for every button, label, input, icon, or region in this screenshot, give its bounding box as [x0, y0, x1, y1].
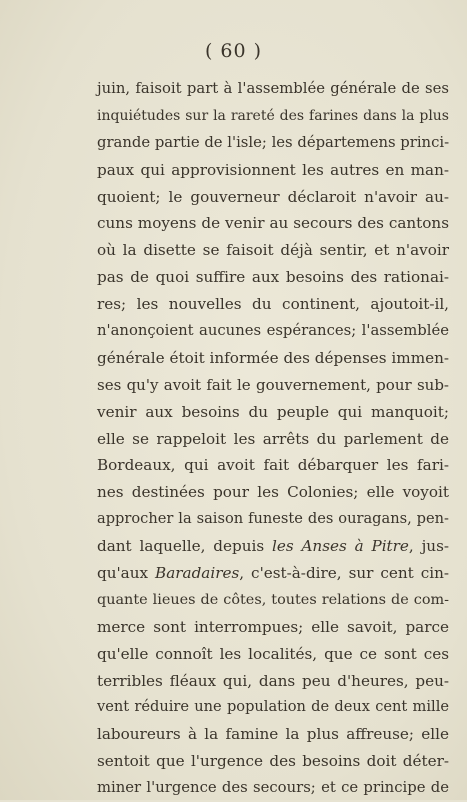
text-segment: ses qu'y avoit fait le gouvernement, pour sub- — [97, 375, 449, 394]
text-segment: vent réduire une population de deux cent mille — [97, 698, 449, 716]
text-line — [97, 210, 449, 237]
text-line — [97, 452, 449, 479]
body-text — [97, 76, 449, 802]
text-line — [97, 721, 449, 748]
text-line — [97, 184, 449, 211]
text-segment: inquiétudes sur la rareté des farines dans la plus — [97, 107, 449, 124]
text-segment: terribles fléaux qui, dans peu d'heures, peu- — [97, 671, 449, 690]
text-segment: miner l'urgence des secours; et ce principe de — [97, 779, 449, 797]
text-segment: Bordeaux, qui avoit fait débarquer les fari- — [97, 456, 449, 475]
text-line — [97, 399, 449, 426]
text-segment: qu'elle connoît les localités, que ce sont ces — [97, 644, 449, 663]
text-line — [97, 560, 449, 587]
text-segment: , jus- — [408, 537, 449, 556]
text-line — [97, 668, 449, 695]
text-segment: elle se rappeloit les arrêts du parlement de — [97, 429, 449, 448]
text-line — [97, 130, 449, 157]
text-segment: juin, faisoit part à l'assemblée générale de ses — [97, 80, 449, 97]
text-segment: sentoit que l'urgence des besoins doit déter- — [97, 752, 449, 771]
text-segment: res; les nouvelles du continent, ajoutoit-il, — [97, 295, 449, 314]
text-segment: nes destinées pour les Colonies; elle voyoit — [97, 483, 449, 502]
text-line — [97, 103, 449, 130]
text-segment: merce sont interrompues; elle savoit, parce — [97, 617, 449, 636]
text-segment: pas de quoi suffire aux besoins des rationai- — [97, 268, 449, 287]
text-segment: quoient; le gouverneur déclaroit n'avoir au- — [97, 187, 449, 206]
text-segment: approcher la saison funeste des ouragans, pen- — [97, 510, 449, 528]
italic-place-name: les Anses à Pitre — [271, 537, 409, 556]
text-segment: venir aux besoins du peuple qui manquoit; — [97, 402, 449, 421]
text-segment: générale étoit informée des dépenses immen- — [97, 348, 449, 367]
text-segment: quante lieues de côtes, toutes relations de com- — [97, 591, 449, 608]
text-line — [97, 291, 449, 318]
text-line — [97, 587, 449, 614]
text-line — [97, 264, 449, 291]
text-line — [97, 775, 449, 802]
text-line — [97, 506, 449, 533]
text-segment: laboureurs à la famine la plus affreuse; elle — [97, 725, 449, 744]
text-line — [97, 157, 449, 184]
italic-place-name: Baradaires — [155, 564, 240, 583]
text-line — [97, 372, 449, 399]
page-number: ( 60 ) — [204, 40, 263, 62]
text-segment: qu'aux — [97, 564, 156, 583]
text-line — [97, 641, 449, 668]
text-segment: où la disette se faisoit déjà sentir, et n'avoir — [97, 241, 449, 260]
text-line — [97, 76, 449, 103]
text-line — [97, 694, 449, 721]
text-segment: n'anonçoient aucunes espérances; l'assemblée — [97, 322, 449, 340]
text-segment: , c'est-à-dire, sur cent cin- — [239, 564, 449, 583]
text-line — [97, 614, 449, 641]
text-line — [97, 318, 449, 345]
text-line — [97, 237, 449, 264]
text-segment: dant laquelle, depuis — [97, 537, 272, 556]
text-segment: paux qui approvisionnent les autres en man- — [97, 160, 449, 179]
text-line — [97, 426, 449, 453]
text-line — [97, 479, 449, 506]
text-line — [97, 345, 449, 372]
text-segment: grande partie de l'isle; les départemens princi- — [97, 133, 450, 151]
text-line — [97, 533, 449, 560]
text-line — [97, 748, 449, 775]
text-segment: cuns moyens de venir au secours des cantons — [97, 214, 449, 233]
